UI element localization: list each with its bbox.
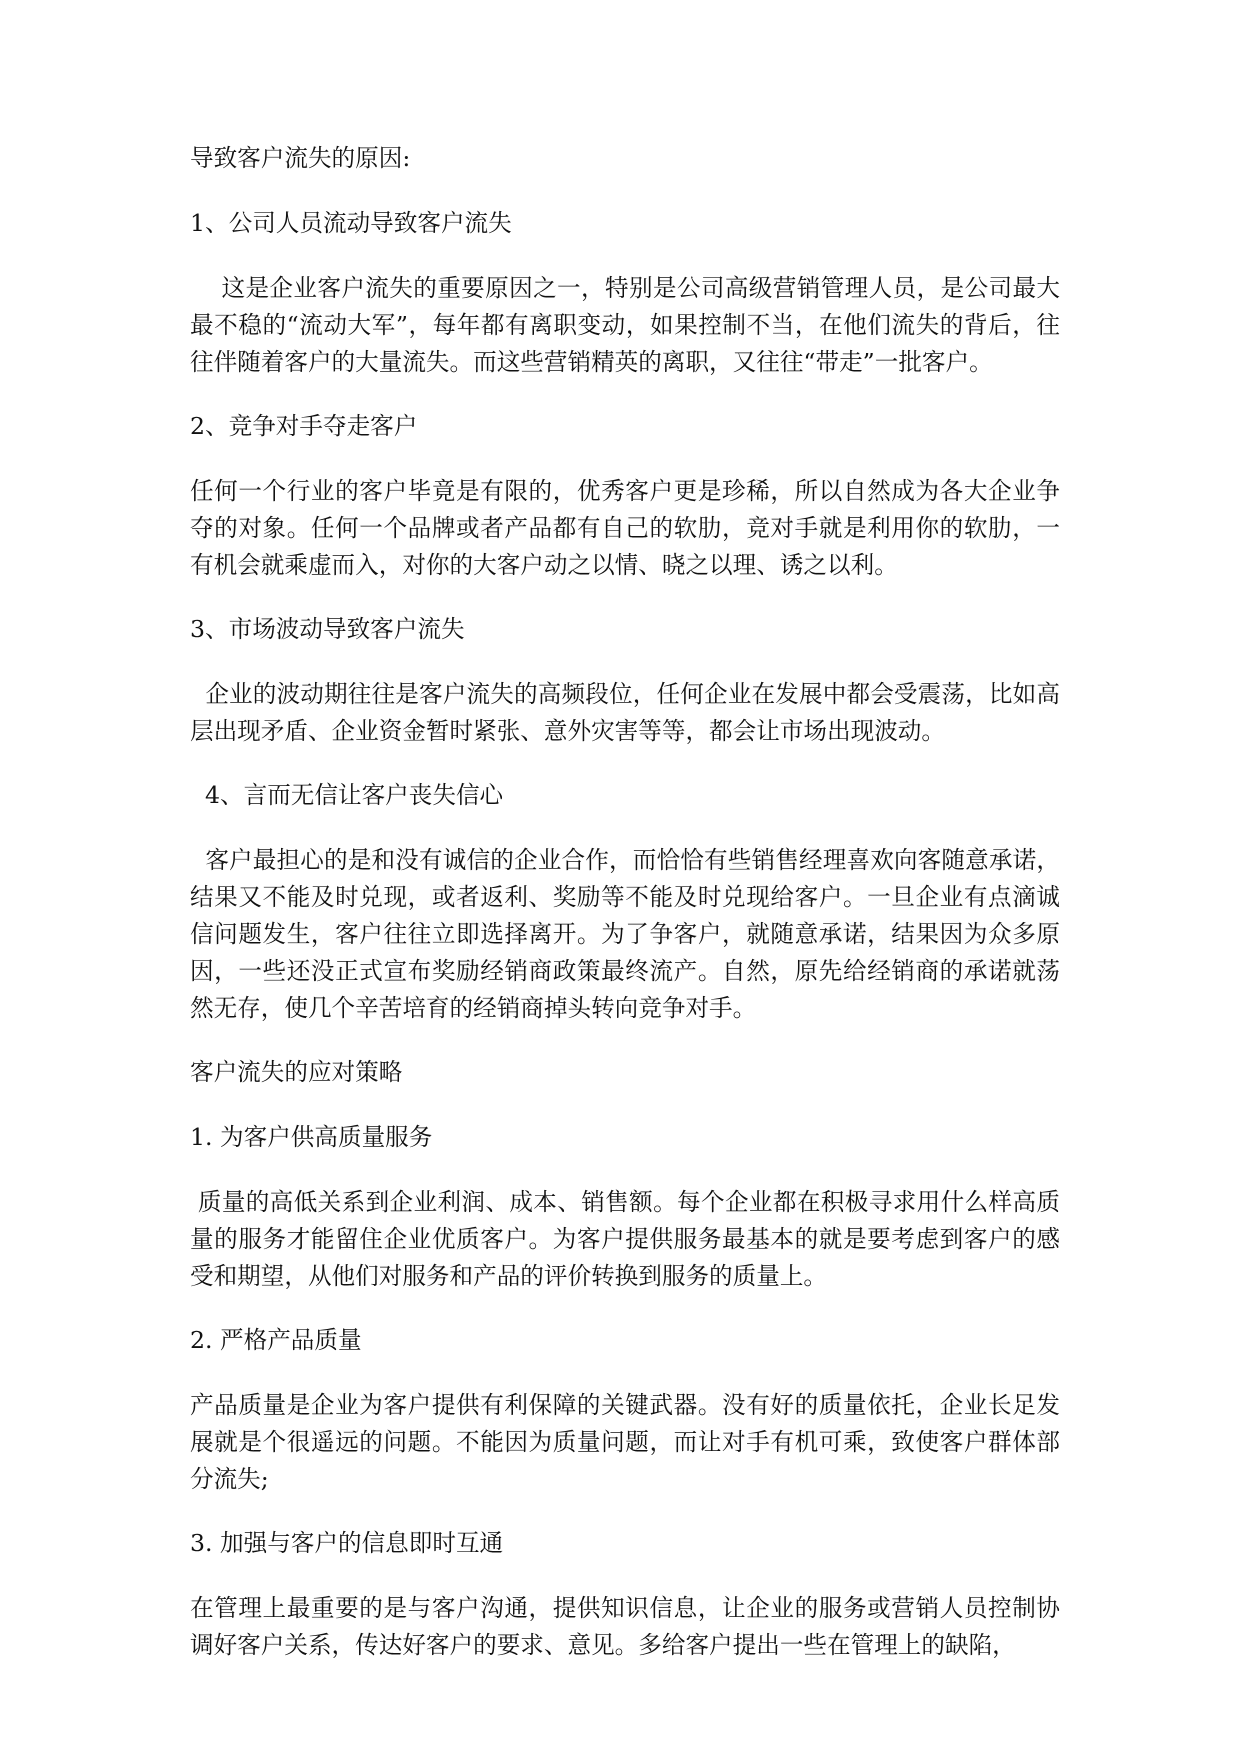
section-heading: 2、竞争对手夺走客户 — [190, 412, 418, 440]
body-paragraph: 客户最担心的是和没有诚信的企业合作，而恰恰有些销售经理喜欢向客随意承诺，结果又不能及时兑现，或者返利、奖励等不能及时兑现给客户。一旦企业有点滴诚信问题发生，客户往往立即选择离开。为了争客户，就随意承诺，结果因为众多原因，一些还没正式宣布奖励经销商政策最终流产。自然，原先给经销商的承诺就荡然无存，使几个辛苦培育的经销商掉头转向竞争对手。 — [190, 846, 1061, 1022]
body-paragraph: 任何一个行业的客户毕竟是有限的，优秀客户更是珍稀，所以自然成为各大企业争夺的对象。任何一个品牌或者产品都有自己的软肋，竞对手就是利用你的软肋，一有机会就乘虚而入，对你的大客户动之以情、晓之以理、诱之以利。 — [190, 477, 1060, 579]
body-paragraph: 这是企业客户流失的重要原因之一，特别是公司高级营销管理人员，是公司最大最不稳的“流动大军”，每年都有离职变动，如果控制不当，在他们流失的背后，往往伴随着客户的大量流失。而这些营销精英的离职，又往往“带走”一批客户。 — [190, 274, 1061, 376]
section-heading: 3. 加强与客户的信息即时互通 — [190, 1529, 504, 1557]
body-paragraph: 产品质量是企业为客户提供有利保障的关键武器。没有好的质量依托，企业长足发展就是个很遥远的问题。不能因为质量问题，而让对手有机可乘，致使客户群体部分流失; — [190, 1391, 1060, 1493]
section-heading: 3、市场波动导致客户流失 — [190, 615, 465, 643]
body-paragraph: 企业的波动期往往是客户流失的高频段位，任何企业在发展中都会受震荡，比如高层出现矛盾、企业资金暂时紧张、意外灾害等等，都会让市场出现波动。 — [190, 680, 1061, 745]
section-heading: 4、言而无信让客户丧失信心 — [190, 781, 504, 809]
document-body — [190, 140, 1060, 1691]
body-paragraph: 在管理上最重要的是与客户沟通，提供知识信息，让企业的服务或营销人员控制协调好客户关系，传达好客户的要求、意见。多给客户提出一些在管理上的缺陷， — [190, 1594, 1060, 1659]
section-heading: 1. 为客户供高质量服务 — [190, 1123, 433, 1151]
section-heading: 1、公司人员流动导致客户流失 — [190, 209, 512, 237]
section-heading: 导致客户流失的原因: — [190, 144, 411, 172]
section-heading: 2. 严格产品质量 — [190, 1326, 362, 1354]
body-paragraph: 质量的高低关系到企业利润、成本、销售额。每个企业都在积极寻求用什么样高质量的服务才能留住企业优质客户。为客户提供服务最基本的就是要考虑到客户的感受和期望，从他们对服务和产品的评价转换到服务的质量上。 — [190, 1188, 1061, 1290]
section-heading: 客户流失的应对策略 — [190, 1058, 403, 1086]
